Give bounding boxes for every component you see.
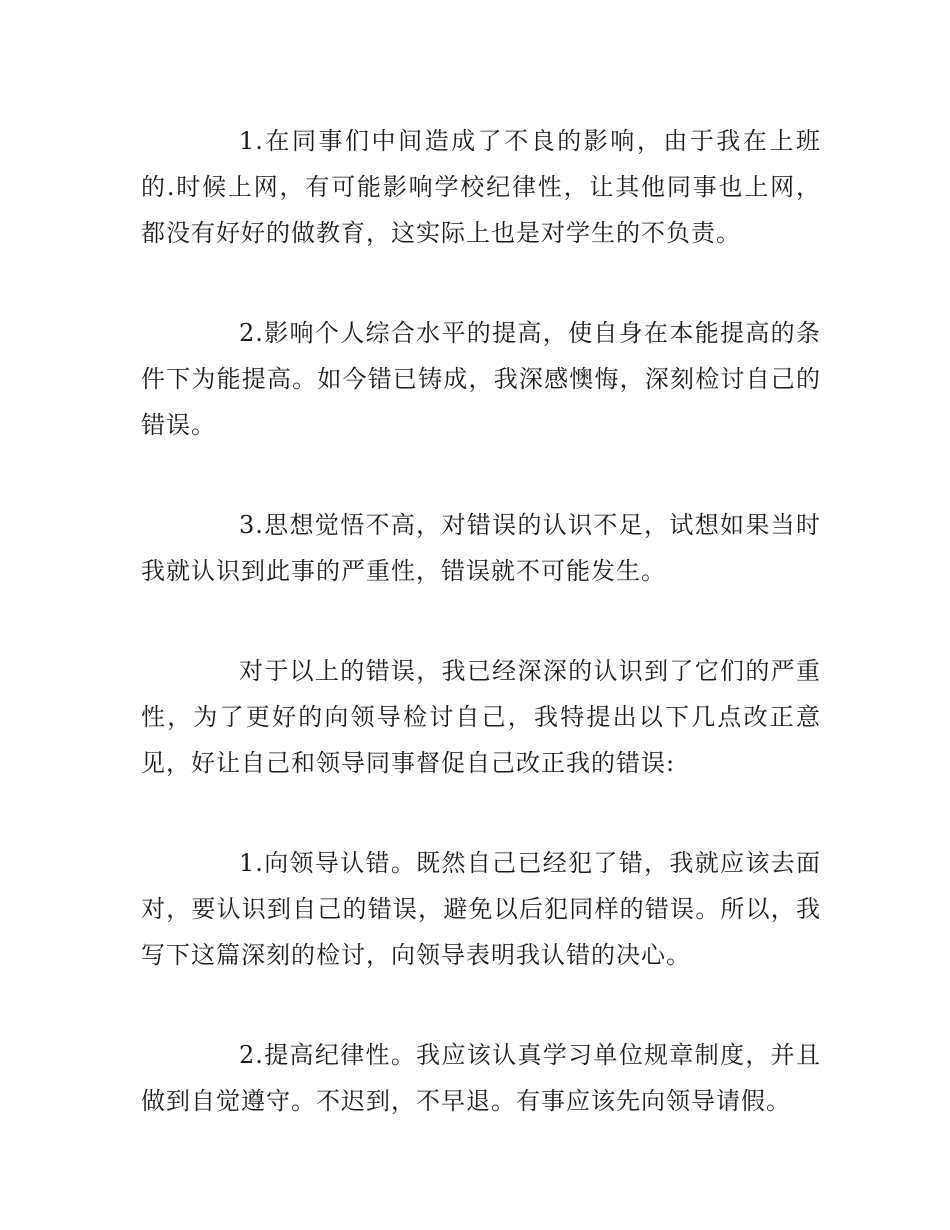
paragraph-summary: 对于以上的错误，我已经深深的认识到了它们的严重性，为了更好的向领导检讨自己，我特提出以下几点改正意见，好让自己和领导同事督促自己改正我的错误:	[141, 657, 821, 777]
paragraph-action-2: 2.提高纪律性。我应该认真学习单位规章制度，并且做到自觉遵守。不迟到，不早退。有事应该先向领导请假。	[141, 1041, 821, 1115]
paragraph-problem-3: 3.思想觉悟不高，对错误的认识不足，试想如果当时我就认识到此事的严重性，错误就不可能发生。	[141, 511, 821, 585]
document-body	[141, 118, 821, 1178]
paragraph-problem-1: 1.在同事们中间造成了不良的影响，由于我在上班的.时候上网，有可能影响学校纪律性，让其他同事也上网，都没有好好的做教育，这实际上也是对学生的不负责。	[141, 127, 821, 247]
paragraph-action-1: 1.向领导认错。既然自己已经犯了错，我就应该去面对，要认识到自己的错误，避免以后犯同样的错误。所以，我写下这篇深刻的检讨，向领导表明我认错的决心。	[141, 849, 821, 969]
paragraph-problem-2: 2.影响个人综合水平的提高，使自身在本能提高的条件下为能提高。如今错已铸成，我深感懊悔，深刻检讨自己的错误。	[141, 319, 821, 439]
